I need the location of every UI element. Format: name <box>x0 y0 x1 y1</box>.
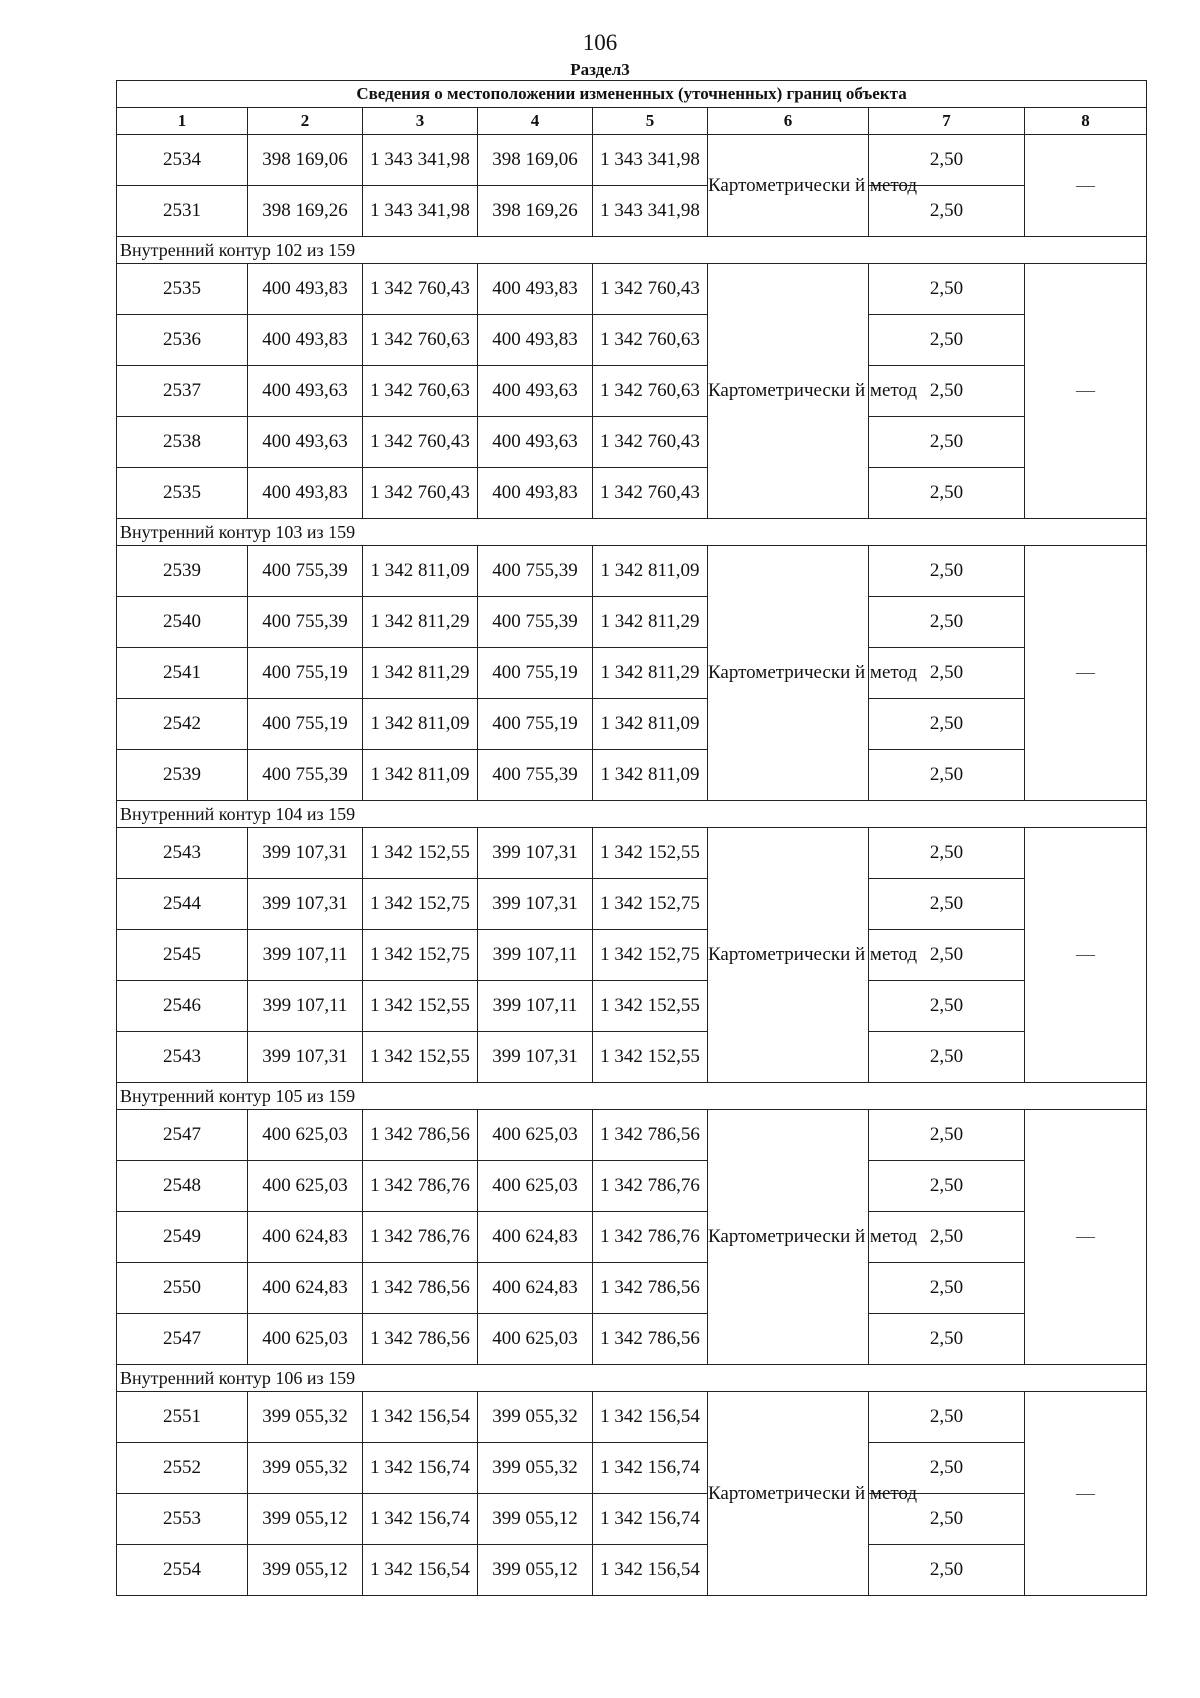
y-coordinate-refined: 1 342 152,75 <box>593 930 708 981</box>
table-row <box>117 417 1147 468</box>
y-coordinate-refined: 1 342 760,43 <box>593 264 708 315</box>
table-row <box>117 1392 1147 1443</box>
column-number: 6 <box>708 108 869 135</box>
accuracy-value: 2,50 <box>869 648 1025 699</box>
method-cell: Картометрически й метод <box>708 1392 869 1596</box>
y-coordinate-refined: 1 342 811,09 <box>593 750 708 801</box>
table-row <box>117 468 1147 519</box>
x-coordinate: 400 755,39 <box>248 546 363 597</box>
point-number: 2535 <box>117 264 248 315</box>
contour-label: Внутренний контур 106 из 159 <box>117 1365 1147 1392</box>
y-coordinate-refined: 1 342 156,54 <box>593 1392 708 1443</box>
point-number: 2531 <box>117 186 248 237</box>
x-coordinate: 400 624,83 <box>248 1212 363 1263</box>
x-coordinate: 400 755,19 <box>248 648 363 699</box>
point-number: 2547 <box>117 1110 248 1161</box>
x-coordinate-refined: 400 625,03 <box>478 1314 593 1365</box>
y-coordinate-refined: 1 342 152,75 <box>593 879 708 930</box>
y-coordinate-refined: 1 342 786,76 <box>593 1212 708 1263</box>
y-coordinate-refined: 1 342 156,54 <box>593 1545 708 1596</box>
contour-header-row <box>117 801 1147 828</box>
point-number: 2549 <box>117 1212 248 1263</box>
accuracy-value: 2,50 <box>869 1314 1025 1365</box>
x-coordinate-refined: 400 755,39 <box>478 546 593 597</box>
x-coordinate: 398 169,06 <box>248 135 363 186</box>
y-coordinate-refined: 1 342 811,09 <box>593 699 708 750</box>
x-coordinate-refined: 400 493,83 <box>478 315 593 366</box>
y-coordinate: 1 342 786,56 <box>363 1314 478 1365</box>
point-number: 2553 <box>117 1494 248 1545</box>
x-coordinate: 400 755,19 <box>248 699 363 750</box>
table-row <box>117 1212 1147 1263</box>
accuracy-value: 2,50 <box>869 981 1025 1032</box>
point-number: 2550 <box>117 1263 248 1314</box>
accuracy-value: 2,50 <box>869 1032 1025 1083</box>
point-number: 2542 <box>117 699 248 750</box>
x-coordinate: 400 493,83 <box>248 264 363 315</box>
method-cell: Картометрически й метод <box>708 546 869 801</box>
y-coordinate-refined: 1 342 811,09 <box>593 546 708 597</box>
column-number: 7 <box>869 108 1025 135</box>
y-coordinate-refined: 1 342 786,56 <box>593 1263 708 1314</box>
y-coordinate-refined: 1 343 341,98 <box>593 186 708 237</box>
accuracy-value: 2,50 <box>869 186 1025 237</box>
accuracy-value: 2,50 <box>869 1263 1025 1314</box>
x-coordinate-refined: 399 055,12 <box>478 1494 593 1545</box>
x-coordinate: 398 169,26 <box>248 186 363 237</box>
method-cell: Картометрически й метод <box>708 135 869 237</box>
x-coordinate-refined: 400 493,83 <box>478 468 593 519</box>
y-coordinate: 1 343 341,98 <box>363 135 478 186</box>
point-number: 2538 <box>117 417 248 468</box>
y-coordinate: 1 342 156,74 <box>363 1443 478 1494</box>
accuracy-value: 2,50 <box>869 264 1025 315</box>
table-row <box>117 750 1147 801</box>
accuracy-value: 2,50 <box>869 417 1025 468</box>
x-coordinate: 399 107,31 <box>248 1032 363 1083</box>
y-coordinate-refined: 1 342 786,76 <box>593 1161 708 1212</box>
y-coordinate: 1 342 811,09 <box>363 750 478 801</box>
x-coordinate: 400 625,03 <box>248 1161 363 1212</box>
x-coordinate-refined: 399 107,31 <box>478 879 593 930</box>
point-number: 2547 <box>117 1314 248 1365</box>
point-number: 2548 <box>117 1161 248 1212</box>
accuracy-value: 2,50 <box>869 1212 1025 1263</box>
y-coordinate: 1 342 811,09 <box>363 699 478 750</box>
accuracy-value: 2,50 <box>869 597 1025 648</box>
y-coordinate-refined: 1 342 760,43 <box>593 417 708 468</box>
accuracy-value: 2,50 <box>869 1545 1025 1596</box>
table-row <box>117 1443 1147 1494</box>
x-coordinate-refined: 400 625,03 <box>478 1110 593 1161</box>
column-number: 8 <box>1025 108 1147 135</box>
contour-label: Внутренний контур 103 из 159 <box>117 519 1147 546</box>
table-row <box>117 546 1147 597</box>
accuracy-value: 2,50 <box>869 1494 1025 1545</box>
point-number: 2543 <box>117 1032 248 1083</box>
accuracy-value: 2,50 <box>869 879 1025 930</box>
y-coordinate: 1 342 152,55 <box>363 1032 478 1083</box>
y-coordinate-refined: 1 342 152,55 <box>593 981 708 1032</box>
point-number: 2552 <box>117 1443 248 1494</box>
x-coordinate-refined: 399 055,32 <box>478 1392 593 1443</box>
note-dash: — <box>1025 1110 1147 1365</box>
x-coordinate-refined: 400 755,19 <box>478 699 593 750</box>
x-coordinate: 400 493,83 <box>248 468 363 519</box>
y-coordinate: 1 342 786,56 <box>363 1110 478 1161</box>
column-number: 2 <box>248 108 363 135</box>
note-dash: — <box>1025 135 1147 237</box>
y-coordinate: 1 342 811,29 <box>363 648 478 699</box>
column-number: 1 <box>117 108 248 135</box>
x-coordinate-refined: 399 107,31 <box>478 1032 593 1083</box>
x-coordinate-refined: 399 055,12 <box>478 1545 593 1596</box>
y-coordinate: 1 342 152,75 <box>363 879 478 930</box>
contour-header-row <box>117 1365 1147 1392</box>
accuracy-value: 2,50 <box>869 699 1025 750</box>
x-coordinate-refined: 400 755,19 <box>478 648 593 699</box>
x-coordinate-refined: 400 624,83 <box>478 1212 593 1263</box>
y-coordinate-refined: 1 342 811,29 <box>593 597 708 648</box>
table-row <box>117 597 1147 648</box>
point-number: 2535 <box>117 468 248 519</box>
method-cell: Картометрически й метод <box>708 1110 869 1365</box>
table-row <box>117 1263 1147 1314</box>
x-coordinate: 399 107,31 <box>248 828 363 879</box>
y-coordinate: 1 342 156,54 <box>363 1545 478 1596</box>
x-coordinate: 400 493,63 <box>248 417 363 468</box>
y-coordinate: 1 342 156,54 <box>363 1392 478 1443</box>
point-number: 2536 <box>117 315 248 366</box>
y-coordinate: 1 342 760,43 <box>363 417 478 468</box>
x-coordinate-refined: 399 107,11 <box>478 981 593 1032</box>
accuracy-value: 2,50 <box>869 366 1025 417</box>
x-coordinate-refined: 400 755,39 <box>478 750 593 801</box>
accuracy-value: 2,50 <box>869 750 1025 801</box>
contour-header-row <box>117 519 1147 546</box>
column-number: 5 <box>593 108 708 135</box>
table-row <box>117 648 1147 699</box>
note-dash: — <box>1025 546 1147 801</box>
table-row <box>117 828 1147 879</box>
point-number: 2546 <box>117 981 248 1032</box>
point-number: 2545 <box>117 930 248 981</box>
accuracy-value: 2,50 <box>869 828 1025 879</box>
x-coordinate: 399 055,12 <box>248 1494 363 1545</box>
y-coordinate-refined: 1 342 156,74 <box>593 1443 708 1494</box>
contour-label: Внутренний контур 105 из 159 <box>117 1083 1147 1110</box>
table-row <box>117 186 1147 237</box>
x-coordinate: 400 493,63 <box>248 366 363 417</box>
table-row <box>117 1032 1147 1083</box>
point-number: 2541 <box>117 648 248 699</box>
y-coordinate: 1 342 152,55 <box>363 981 478 1032</box>
y-coordinate: 1 342 786,76 <box>363 1212 478 1263</box>
y-coordinate: 1 342 811,29 <box>363 597 478 648</box>
x-coordinate: 399 055,32 <box>248 1392 363 1443</box>
x-coordinate: 400 625,03 <box>248 1110 363 1161</box>
contour-label: Внутренний контур 102 из 159 <box>117 237 1147 264</box>
y-coordinate-refined: 1 343 341,98 <box>593 135 708 186</box>
accuracy-value: 2,50 <box>869 1161 1025 1212</box>
accuracy-value: 2,50 <box>869 1110 1025 1161</box>
accuracy-value: 2,50 <box>869 468 1025 519</box>
x-coordinate: 399 107,11 <box>248 930 363 981</box>
x-coordinate: 399 055,32 <box>248 1443 363 1494</box>
x-coordinate-refined: 398 169,26 <box>478 186 593 237</box>
point-number: 2554 <box>117 1545 248 1596</box>
table-row <box>117 264 1147 315</box>
method-cell: Картометрически й метод <box>708 264 869 519</box>
y-coordinate: 1 342 760,43 <box>363 264 478 315</box>
table-row <box>117 981 1147 1032</box>
table-row <box>117 1161 1147 1212</box>
point-number: 2539 <box>117 750 248 801</box>
y-coordinate: 1 342 760,63 <box>363 315 478 366</box>
y-coordinate-refined: 1 342 760,43 <box>593 468 708 519</box>
accuracy-value: 2,50 <box>869 930 1025 981</box>
point-number: 2537 <box>117 366 248 417</box>
x-coordinate-refined: 400 493,63 <box>478 366 593 417</box>
x-coordinate-refined: 399 107,11 <box>478 930 593 981</box>
point-number: 2543 <box>117 828 248 879</box>
y-coordinate-refined: 1 342 811,29 <box>593 648 708 699</box>
point-number: 2539 <box>117 546 248 597</box>
y-coordinate-refined: 1 342 152,55 <box>593 1032 708 1083</box>
note-dash: — <box>1025 1392 1147 1596</box>
method-cell: Картометрически й метод <box>708 828 869 1083</box>
section-title: Раздел3 <box>570 60 630 79</box>
x-coordinate: 399 107,31 <box>248 879 363 930</box>
contour-header-row <box>117 237 1147 264</box>
y-coordinate-refined: 1 342 760,63 <box>593 315 708 366</box>
y-coordinate-refined: 1 342 786,56 <box>593 1110 708 1161</box>
accuracy-value: 2,50 <box>869 315 1025 366</box>
x-coordinate: 400 624,83 <box>248 1263 363 1314</box>
table-row <box>117 1494 1147 1545</box>
table-row <box>117 1545 1147 1596</box>
contour-header-row <box>117 1083 1147 1110</box>
point-number: 2534 <box>117 135 248 186</box>
y-coordinate: 1 342 152,75 <box>363 930 478 981</box>
x-coordinate: 400 755,39 <box>248 750 363 801</box>
y-coordinate-refined: 1 342 786,56 <box>593 1314 708 1365</box>
boundary-coordinates-table <box>116 80 1147 1596</box>
y-coordinate: 1 342 811,09 <box>363 546 478 597</box>
note-dash: — <box>1025 828 1147 1083</box>
column-number: 3 <box>363 108 478 135</box>
y-coordinate-refined: 1 342 760,63 <box>593 366 708 417</box>
table-row <box>117 879 1147 930</box>
x-coordinate-refined: 400 625,03 <box>478 1161 593 1212</box>
table-row <box>117 1314 1147 1365</box>
y-coordinate: 1 343 341,98 <box>363 186 478 237</box>
y-coordinate: 1 342 786,76 <box>363 1161 478 1212</box>
x-coordinate-refined: 398 169,06 <box>478 135 593 186</box>
table-row <box>117 366 1147 417</box>
accuracy-value: 2,50 <box>869 546 1025 597</box>
y-coordinate-refined: 1 342 152,55 <box>593 828 708 879</box>
note-dash: — <box>1025 264 1147 519</box>
x-coordinate: 399 107,11 <box>248 981 363 1032</box>
table-row <box>117 699 1147 750</box>
table-title: Сведения о местоположении измененных (уточненных) границ объекта <box>117 81 1147 108</box>
x-coordinate-refined: 399 055,32 <box>478 1443 593 1494</box>
x-coordinate: 399 055,12 <box>248 1545 363 1596</box>
x-coordinate: 400 625,03 <box>248 1314 363 1365</box>
accuracy-value: 2,50 <box>869 1392 1025 1443</box>
y-coordinate: 1 342 786,56 <box>363 1263 478 1314</box>
x-coordinate: 400 493,83 <box>248 315 363 366</box>
x-coordinate: 400 755,39 <box>248 597 363 648</box>
column-number: 4 <box>478 108 593 135</box>
contour-label: Внутренний контур 104 из 159 <box>117 801 1147 828</box>
page-number: 106 <box>582 30 618 55</box>
point-number: 2544 <box>117 879 248 930</box>
table-row <box>117 135 1147 186</box>
table-row <box>117 1110 1147 1161</box>
x-coordinate-refined: 400 624,83 <box>478 1263 593 1314</box>
x-coordinate-refined: 400 755,39 <box>478 597 593 648</box>
y-coordinate-refined: 1 342 156,74 <box>593 1494 708 1545</box>
table-row <box>117 315 1147 366</box>
x-coordinate-refined: 400 493,83 <box>478 264 593 315</box>
table-row <box>117 930 1147 981</box>
accuracy-value: 2,50 <box>869 135 1025 186</box>
y-coordinate: 1 342 152,55 <box>363 828 478 879</box>
x-coordinate-refined: 400 493,63 <box>478 417 593 468</box>
accuracy-value: 2,50 <box>869 1443 1025 1494</box>
point-number: 2551 <box>117 1392 248 1443</box>
y-coordinate: 1 342 760,63 <box>363 366 478 417</box>
y-coordinate: 1 342 156,74 <box>363 1494 478 1545</box>
y-coordinate: 1 342 760,43 <box>363 468 478 519</box>
point-number: 2540 <box>117 597 248 648</box>
x-coordinate-refined: 399 107,31 <box>478 828 593 879</box>
